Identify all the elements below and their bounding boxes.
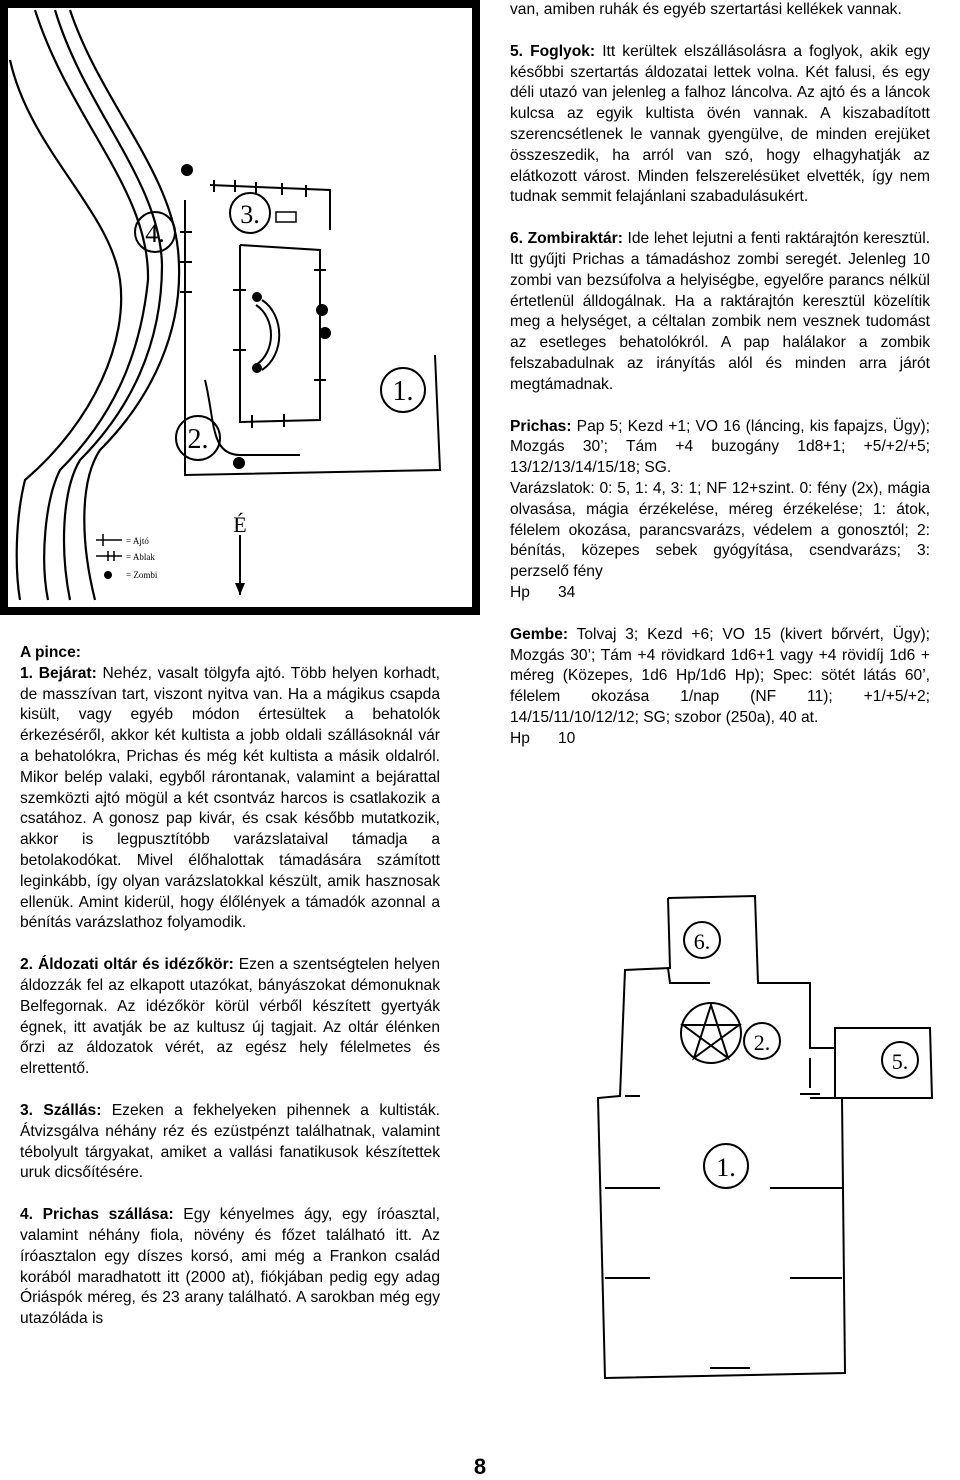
section-3 <box>20 1101 440 1184</box>
north-label: É <box>233 512 247 537</box>
prichas-hp <box>510 583 930 604</box>
map2-label-5: 5. <box>891 1049 909 1074</box>
page-number: 8 <box>473 1454 487 1479</box>
map1-label-2: 2. <box>187 424 209 455</box>
section-6-body: Ide lehet lejutni a fenti raktárajtón keresztül. Itt gyűjti Prichas a támadáshoz zombi seregét. Jelenleg 10 zombi van bezsúfolva a helyiségbe, egyelőre parancs nélkül értetlenül álldogálnak. Ha a raktárajtón keresztül közelítik meg a helységet, a céltalan zombik nem vesznek tudomást az esetleges behatolókról. A pap halálakor a zombik felszabadulnak az irányítás alól és minden arra járót megtámadnak. <box>510 230 930 393</box>
cellar-map <box>510 858 942 1398</box>
section-4-body: Egy kényelmes ágy, egy íróasztal, valamint néhány fiola, növény és főzet található itt. Az íróasztalon egy díszes korsó, ami még a Frankon család korából maradhatott itt (2000 at), fiókjában pedig egy adag Óriáspók méreg, és 23 arany található. A sarokban még egy utazóláda is <box>20 1206 440 1328</box>
legend-window: = Ablak <box>126 552 155 562</box>
section-2-heading: 2. Áldozati oltár és idézőkör: <box>20 956 234 974</box>
section-1-body: Nehéz, vasalt tölgyfa ajtó. Több helyen korhadt, de masszívan tart, viszont nyitva van. Ha a mágikus csapda kisült, vagy egyéb módon értesültek a behatolók érkezéséről, akkor két kultista a jobb oldali szállásoknál vár a behatolókra, Prichas és még két kultista a másik oldalról. Mikor belép valaki, egyből rárontanak, valamint a bejárattal szemközti ajtó mögül a két csontváz harcos is csatlakozik a csatához. A gonosz pap kivár, és csak később mutatkozik, akkor is legpusztítóbb varázslataival támadja a betolakodókat. Mivel élőhalottak támadására számított leginkább, így olyan varázslatokkal készült, amik hasznosak ellenük. Amint kiderül, hogy élőlények a támadók azonnal a bénítás varázslathoz folyamodik. <box>20 664 440 932</box>
section-4-heading: 4. Prichas szállása: <box>20 1206 174 1224</box>
map2-label-2: 2. <box>753 1030 771 1055</box>
intro-tail: van, amiben ruhák és egyéb szertartási kellékek vannak. <box>510 1 902 18</box>
section-6-heading: 6. Zombiraktár: <box>510 230 623 248</box>
section-5-heading: 5. Foglyok: <box>510 42 596 60</box>
prichas-stats <box>510 417 930 479</box>
section-5-body: Itt kerültek elszállásolásra a foglyok, akik egy későbbi szertartás áldozatai lettek volna. Két falusi, és egy déli utazó van jelenleg a falhoz láncolva. Az ajtó és a láncok kulcsa az egyik kultista övén vannak. A kiszabadított szerencsétlenek le vannak gyengülve, de minden erejüket összeszedik, ha arról van szó, hogy elhagyhatják az elátkozott várost. Minden felszerelésüket elvették, így nem tudnak semmit felajánlani szabadulásukért. <box>510 42 931 206</box>
map1-label-4: 4. <box>145 219 165 248</box>
gembe-hp-label: Hp <box>510 729 530 747</box>
prichas-spells: Varázslatok: 0: 5, 1: 4, 3: 1; NF 12+szint. 0: fény (2x), mágia olvasása, mágia érzékelése, méreg érzékelése; 1: átok, félelem okozása, parancsvarázs, védelem a gonosztól; 2: bénítás, közepes sebek gyógyítása, csendvarázs; 3: perzselő fény <box>510 479 930 581</box>
gembe-hp <box>510 729 930 750</box>
legend-door: = Ajtó <box>126 536 149 546</box>
map2-label-1: 1. <box>716 1153 736 1182</box>
map1-label-1: 1. <box>392 376 414 407</box>
prichas-hp-label: Hp <box>510 583 530 601</box>
gembe-heading: Gembe: <box>510 625 569 643</box>
gembe-hp-value: 10 <box>557 729 576 747</box>
gembe-stats <box>510 625 930 729</box>
prichas-hp-value: 34 <box>557 583 576 601</box>
right-column <box>510 0 930 771</box>
section-3-body: Ezeken a fekhelyeken pihennek a kultisták. Átvizsgálva néhány réz és ezüstpénzt találhatnak, valamint tébolyult tárgyakat, amiket a vallási fanatikusok készítettek uruk dicsőítésére. <box>20 1101 440 1182</box>
prichas-heading: Prichas: <box>510 417 572 435</box>
legend-zombie: = Zombi <box>126 570 158 580</box>
section-6 <box>510 229 930 395</box>
ground-floor-map <box>0 0 480 615</box>
section-2 <box>20 955 440 1080</box>
cellar-doors <box>710 1058 820 1368</box>
section-1 <box>20 664 440 934</box>
gembe-body: Tolvaj 3; Kezd +6; VO 15 (kivert bőrvért, Ügy); Mozgás 30’; Tám +4 rövidkard 1d6+1 vagy +4 rövidíj 1d6 + méreg (Közepes, 1d6 Hp/1d6 Hp); Spec: sötét látás 60’, félelem okozása 1/nap (NF 11); +1/+5/+2; 14/15/11/10/12/12; SG; szobor (250a), 40 at. <box>510 625 930 726</box>
map2-label-6: 6. <box>693 929 711 954</box>
section-4 <box>20 1205 440 1330</box>
section-5 <box>510 42 930 208</box>
left-column <box>20 643 440 1351</box>
cellar-title: A pince: <box>20 644 81 661</box>
pentagram-icon <box>681 1003 741 1063</box>
prichas-body: Pap 5; Kezd +1; VO 16 (láncing, kis fapajzs, Ügy); Mozgás 30’; Tám +4 buzogány 1d8+1; +5/+2/+5; 13/12/13/14/15/18; SG. <box>510 417 930 477</box>
section-3-heading: 3. Szállás: <box>20 1101 102 1119</box>
cellar-walls <box>598 896 932 1378</box>
section-1-heading: 1. Bejárat: <box>20 664 97 682</box>
map1-label-3: 3. <box>240 200 260 229</box>
section-2-body: Ezen a szentségtelen helyen áldozzák fel az elkapott utazókat, bányászokat démonuknak Belfegornak. Az idézőkör körül vérből készített gyertyák égnek, itt avatják be az kultusz új tagjait. Az oltár élénken őrzi az áldozatok vérét, az egész hely félelmetes és elrettentő. <box>20 956 440 1078</box>
